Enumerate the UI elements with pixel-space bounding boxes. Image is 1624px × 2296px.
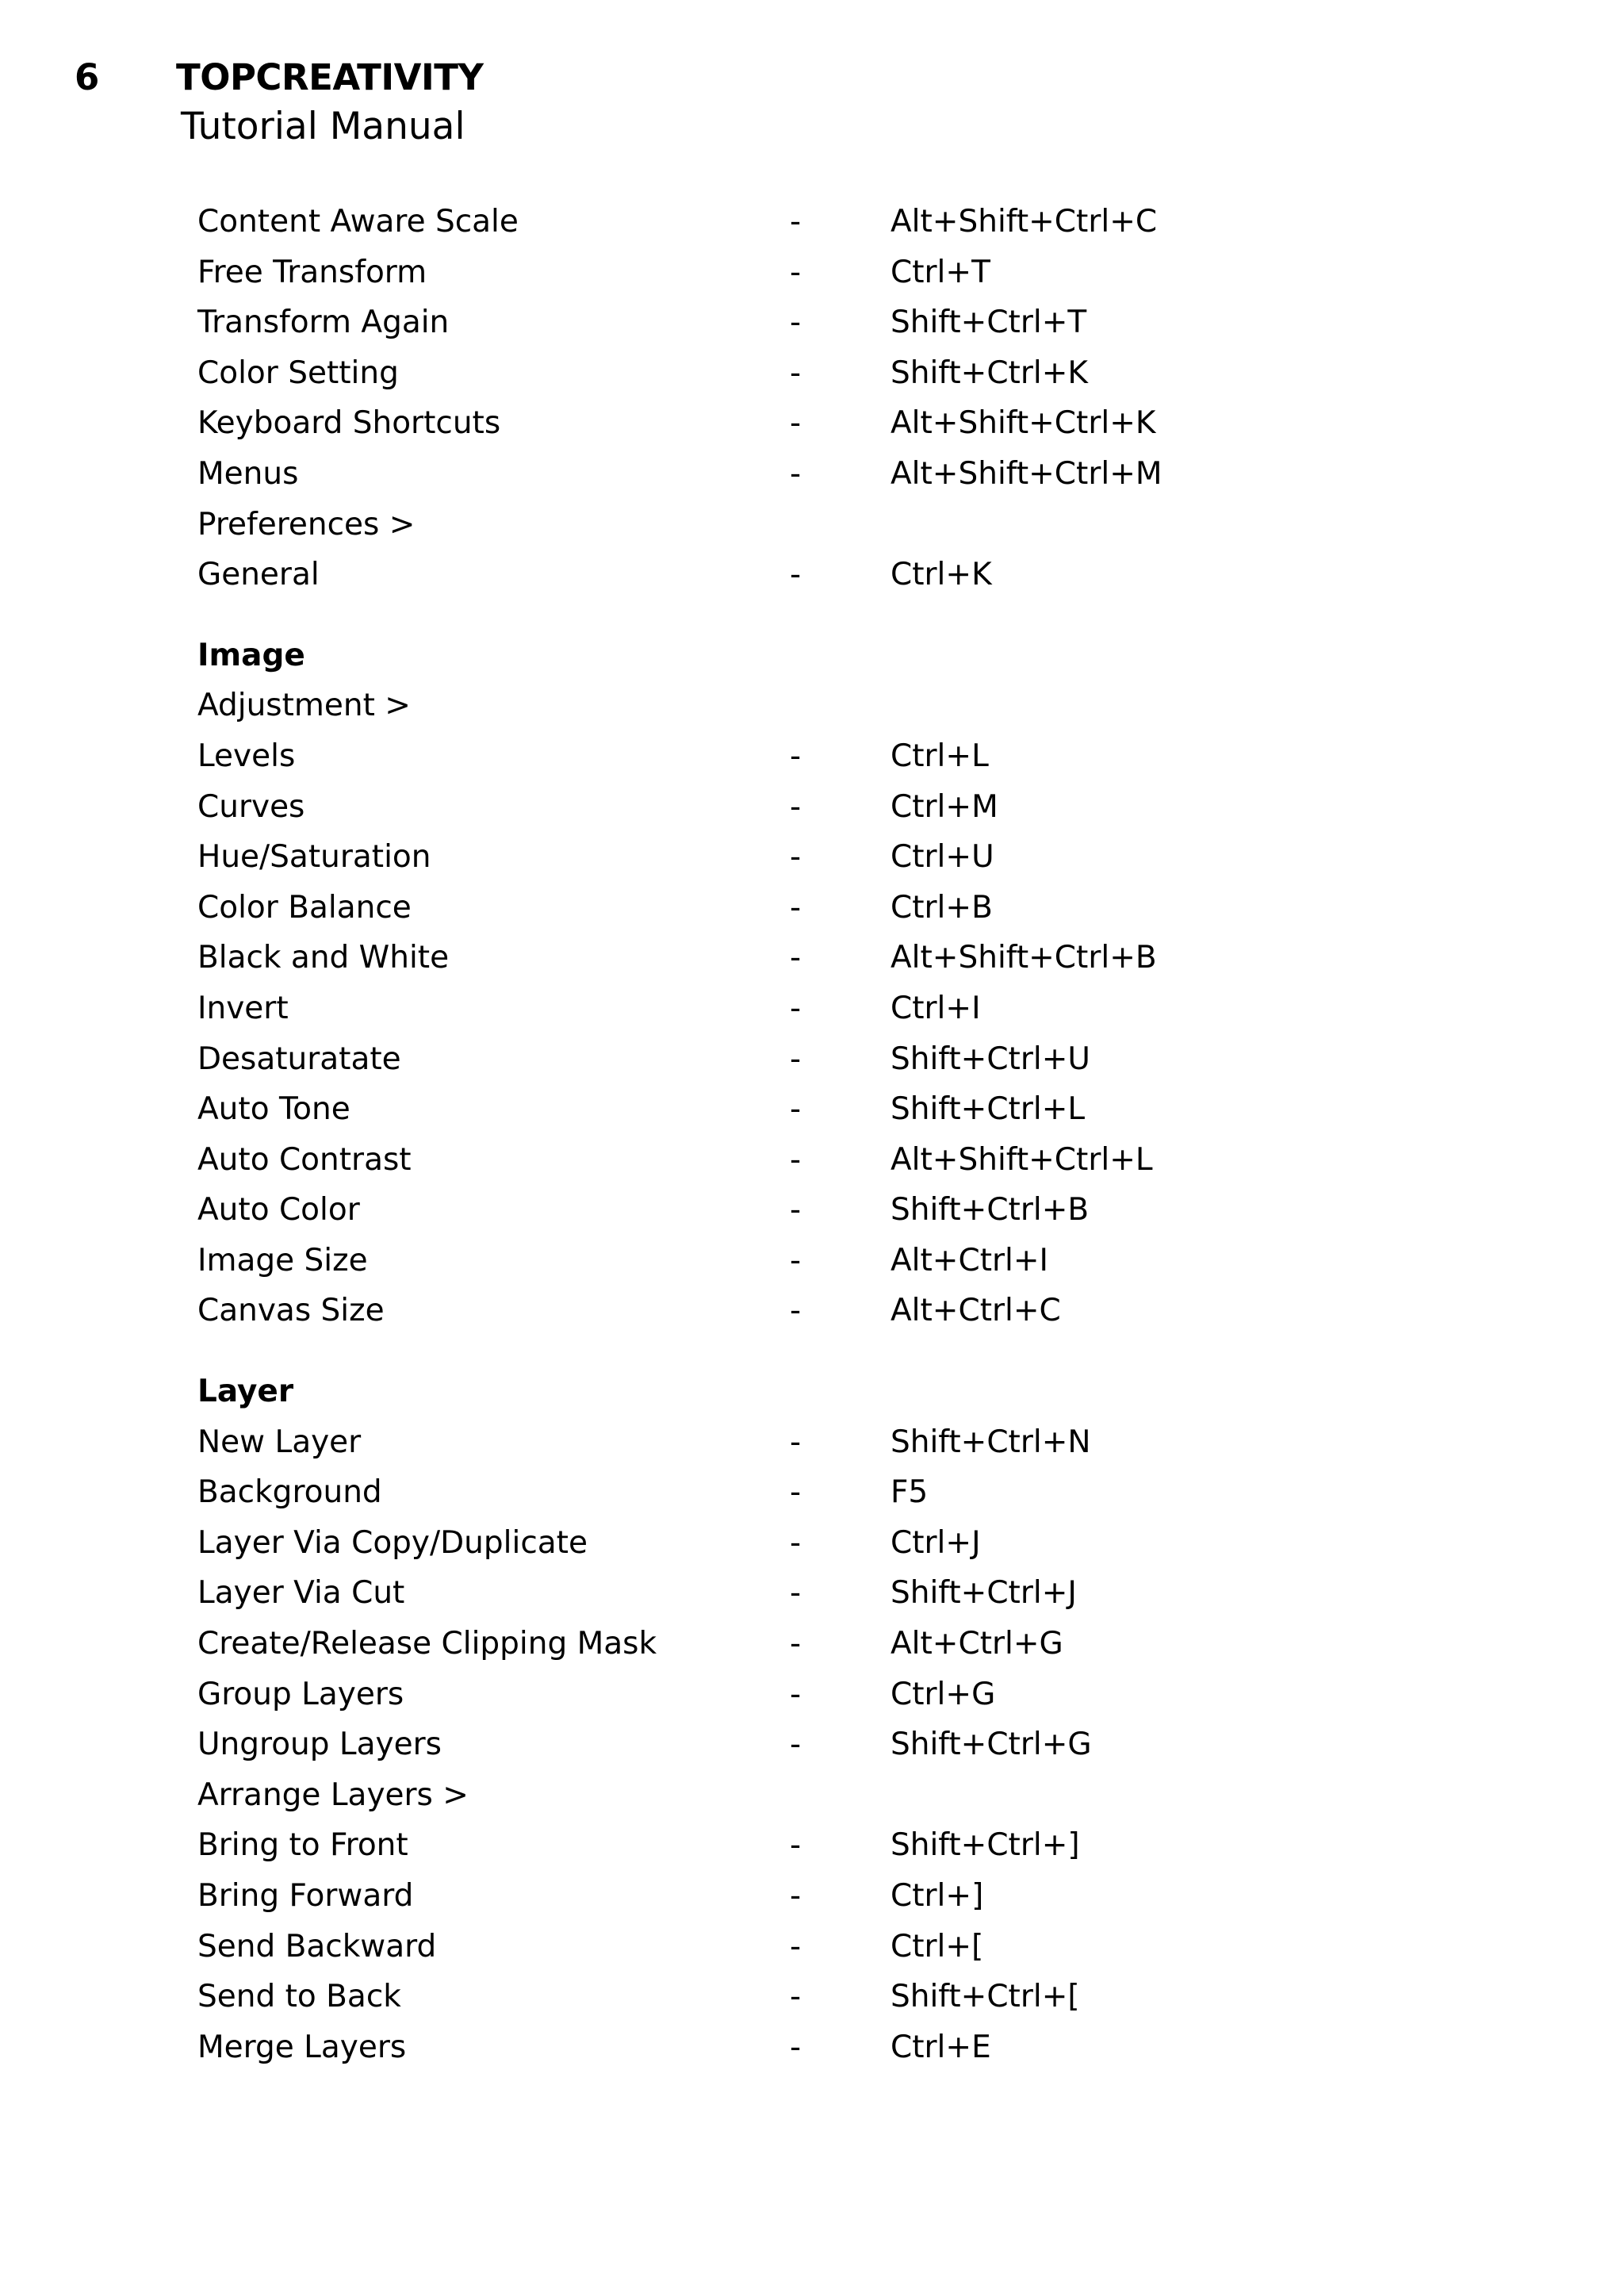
command-label: Bring Forward	[197, 1878, 414, 1914]
shortcut-keys: Ctrl+E	[891, 2029, 991, 2065]
shortcut-keys: Alt+Shift+Ctrl+B	[891, 940, 1157, 976]
shortcut-row	[197, 1135, 1545, 1186]
command-label: Layer Via Cut	[197, 1575, 405, 1612]
separator-dash: -	[790, 1979, 802, 2015]
separator-dash: -	[790, 455, 802, 492]
separator-dash: -	[790, 990, 802, 1026]
shortcut-row	[197, 1719, 1545, 1770]
command-label: Canvas Size	[197, 1293, 385, 1329]
shortcut-row	[197, 1185, 1545, 1236]
command-label: Auto Contrast	[197, 1141, 412, 1178]
separator-dash: -	[790, 839, 802, 876]
shortcut-keys: Shift+Ctrl+L	[891, 1091, 1086, 1128]
command-label: Black and White	[197, 940, 450, 976]
shortcut-row	[197, 550, 1545, 600]
separator-dash: -	[790, 2029, 802, 2065]
separator-dash: -	[790, 305, 802, 341]
command-label: Create/Release Clipping Mask	[197, 1626, 657, 1662]
separator-dash: -	[790, 1091, 802, 1128]
command-label: Group Layers	[197, 1676, 404, 1712]
section-heading	[197, 1366, 1545, 1417]
separator-dash: -	[790, 1192, 802, 1228]
command-label: Content Aware Scale	[197, 204, 519, 240]
separator-dash: -	[790, 557, 802, 593]
command-label: Transform Again	[197, 305, 450, 341]
shortcut-row	[197, 883, 1545, 933]
shortcut-keys: Shift+Ctrl+J	[891, 1575, 1077, 1612]
shortcut-row	[197, 1568, 1545, 1619]
command-label: General	[197, 557, 320, 593]
shortcut-keys: Ctrl+]	[891, 1878, 984, 1914]
separator-dash: -	[790, 1242, 802, 1278]
shortcut-row	[197, 782, 1545, 833]
brand-title: TOPCREATIVITY	[176, 56, 484, 98]
shortcut-keys: Shift+Ctrl+G	[891, 1727, 1092, 1763]
document-subtitle: Tutorial Manual	[181, 105, 465, 148]
separator-dash: -	[790, 254, 802, 290]
shortcut-keys: Ctrl+U	[891, 839, 994, 876]
command-label: Levels	[197, 738, 296, 774]
shortcut-keys: Ctrl+G	[891, 1676, 996, 1712]
command-label: Merge Layers	[197, 2029, 407, 2065]
command-label: Auto Tone	[197, 1091, 350, 1128]
separator-dash: -	[790, 405, 802, 442]
shortcut-row	[197, 297, 1545, 348]
shortcut-row	[197, 449, 1545, 500]
separator-dash: -	[790, 1524, 802, 1561]
shortcut-keys: Shift+Ctrl+N	[891, 1424, 1091, 1460]
command-label: Desaturatate	[197, 1041, 401, 1077]
shortcut-row	[197, 500, 1545, 550]
shortcut-keys: Ctrl+L	[891, 738, 989, 774]
shortcut-keys: Alt+Shift+Ctrl+C	[891, 204, 1158, 240]
separator-dash: -	[790, 1878, 802, 1914]
shortcut-keys: Shift+Ctrl+[	[891, 1979, 1080, 2015]
shortcut-keys: Alt+Ctrl+C	[891, 1293, 1061, 1329]
shortcut-row	[197, 247, 1545, 298]
separator-dash: -	[790, 204, 802, 240]
command-label: Ungroup Layers	[197, 1727, 442, 1763]
separator-dash: -	[790, 788, 802, 825]
separator-dash: -	[790, 1575, 802, 1612]
section-heading	[197, 631, 1545, 681]
shortcut-keys: Alt+Shift+Ctrl+K	[891, 405, 1156, 442]
shortcut-row	[197, 1871, 1545, 1922]
shortcut-row	[197, 832, 1545, 883]
shortcut-row	[197, 197, 1545, 247]
section-heading-label: Image	[197, 637, 305, 673]
command-label: Arrange Layers >	[197, 1777, 469, 1813]
shortcut-keys: Ctrl+K	[891, 557, 992, 593]
shortcut-keys: F5	[891, 1474, 929, 1511]
separator-dash: -	[790, 1626, 802, 1662]
shortcut-row	[197, 1084, 1545, 1135]
shortcut-row	[197, 1619, 1545, 1669]
separator-dash: -	[790, 355, 802, 391]
command-label: Curves	[197, 788, 305, 825]
shortcut-keys: Ctrl+J	[891, 1524, 981, 1561]
shortcut-row	[197, 933, 1545, 983]
command-label: New Layer	[197, 1424, 362, 1460]
shortcut-row	[197, 1034, 1545, 1085]
separator-dash: -	[790, 1928, 802, 1964]
command-label: Image Size	[197, 1242, 368, 1278]
shortcut-keys: Ctrl+B	[891, 889, 993, 926]
separator-dash: -	[790, 1424, 802, 1460]
separator-dash: -	[790, 1141, 802, 1178]
shortcut-row	[197, 1286, 1545, 1336]
shortcut-row	[197, 1972, 1545, 2022]
separator-dash: -	[790, 1727, 802, 1763]
command-label: Free Transform	[197, 254, 427, 290]
shortcut-keys: Ctrl+[	[891, 1928, 984, 1964]
separator-dash: -	[790, 1293, 802, 1329]
command-label: Auto Color	[197, 1192, 360, 1228]
shortcut-row	[197, 1518, 1545, 1569]
separator-dash: -	[790, 889, 802, 926]
shortcut-row	[197, 2022, 1545, 2073]
command-label: Keyboard Shortcuts	[197, 405, 501, 442]
shortcut-list	[197, 197, 1545, 2072]
command-label: Invert	[197, 990, 289, 1026]
command-label: Send Backward	[197, 1928, 437, 1964]
shortcut-keys: Shift+Ctrl+B	[891, 1192, 1090, 1228]
shortcut-row	[197, 1770, 1545, 1821]
separator-dash: -	[790, 1474, 802, 1511]
shortcut-keys: Alt+Ctrl+I	[891, 1242, 1049, 1278]
shortcut-row	[197, 680, 1545, 731]
shortcut-keys: Shift+Ctrl+]	[891, 1827, 1080, 1864]
shortcut-row	[197, 731, 1545, 782]
section-heading-label: Layer	[197, 1374, 294, 1410]
shortcut-keys: Shift+Ctrl+U	[891, 1041, 1090, 1077]
command-label: Bring to Front	[197, 1827, 408, 1864]
separator-dash: -	[790, 940, 802, 976]
shortcut-row	[197, 1922, 1545, 1972]
shortcut-row	[197, 1236, 1545, 1286]
command-label: Preferences >	[197, 506, 416, 542]
shortcut-row	[197, 1417, 1545, 1468]
shortcut-row	[197, 348, 1545, 399]
shortcut-row	[197, 983, 1545, 1034]
command-label: Layer Via Copy/Duplicate	[197, 1524, 588, 1561]
shortcut-row	[197, 1467, 1545, 1518]
separator-dash: -	[790, 1041, 802, 1077]
shortcut-keys: Shift+Ctrl+T	[891, 305, 1087, 341]
command-label: Menus	[197, 455, 299, 492]
page-number: 6	[75, 56, 100, 98]
separator-dash: -	[790, 1827, 802, 1864]
shortcut-keys: Shift+Ctrl+K	[891, 355, 1088, 391]
shortcut-keys: Alt+Shift+Ctrl+M	[891, 455, 1162, 492]
command-label: Hue/Saturation	[197, 839, 431, 876]
command-label: Color Balance	[197, 889, 412, 926]
separator-dash: -	[790, 738, 802, 774]
shortcut-keys: Alt+Ctrl+G	[891, 1626, 1063, 1662]
command-label: Color Setting	[197, 355, 399, 391]
shortcut-row	[197, 1820, 1545, 1871]
command-label: Send to Back	[197, 1979, 401, 2015]
shortcut-keys: Ctrl+I	[891, 990, 981, 1026]
shortcut-row	[197, 1669, 1545, 1720]
shortcut-keys: Ctrl+T	[891, 254, 990, 290]
shortcut-keys: Ctrl+M	[891, 788, 998, 825]
separator-dash: -	[790, 1676, 802, 1712]
shortcut-row	[197, 398, 1545, 449]
command-label: Background	[197, 1474, 382, 1511]
command-label: Adjustment >	[197, 688, 411, 724]
shortcut-keys: Alt+Shift+Ctrl+L	[891, 1141, 1153, 1178]
